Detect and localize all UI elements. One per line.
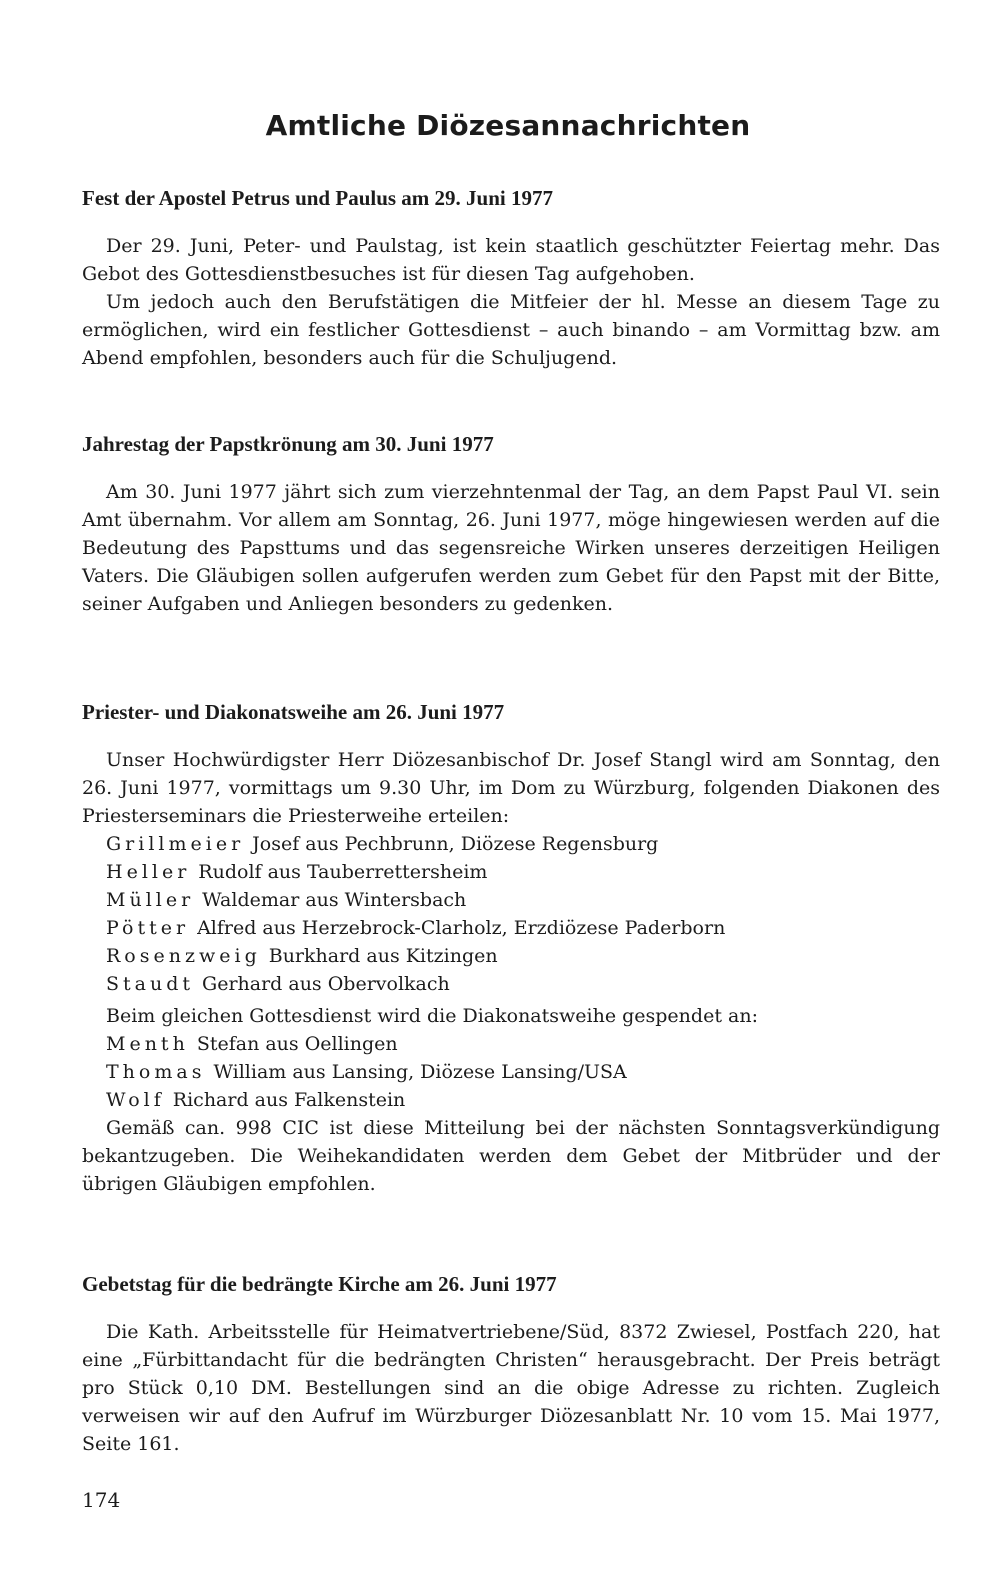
- name-detail: Richard aus Falkenstein: [172, 1089, 406, 1111]
- list-item: [82, 914, 940, 942]
- paragraph: Der 29. Juni, Peter- und Paulstag, ist kein staatlich geschützter Feiertag mehr. Das Gebot des Gottesdienstbesuches ist für diesen Tag aufgehoben.: [82, 235, 940, 285]
- list-item: [82, 886, 940, 914]
- name-detail: Josef aus Pechbrunn, Diözese Regensburg: [252, 833, 659, 855]
- paragraph-closing: Gemäß can. 998 CIC ist diese Mitteilung bei der nächsten Sonntagsverkündigung bekantzugeben. Die Weihekandidaten werden dem Gebet der Mitbrüder und der übrigen Gläubigen empfohlen.: [82, 1117, 940, 1195]
- section-gebetstag-bedraengte-kirche: [82, 1270, 940, 1458]
- section-heading: Gebetstag für die bedrängte Kirche am 26. Juni 1977: [82, 1272, 557, 1296]
- surname: Staudt: [106, 973, 195, 995]
- list-item: [82, 970, 940, 998]
- paragraph-deacon-intro: Beim gleichen Gottesdienst wird die Diakonatsweihe gespendet an:: [106, 1005, 758, 1027]
- list-item: [82, 942, 940, 970]
- surname: Grillmeier: [106, 833, 245, 855]
- surname: Thomas: [106, 1061, 206, 1083]
- name-detail: Alfred aus Herzebrock-Clarholz, Erzdiözese Paderborn: [197, 917, 726, 939]
- paragraph-intro: Unser Hochwürdigster Herr Diözesanbischof Dr. Josef Stangl wird am Sonntag, den 26. Juni 1977, vormittags um 9.30 Uhr, im Dom zu Würzburg, folgenden Diakonen des Priesterseminars die Priesterweihe erteilen:: [82, 749, 940, 827]
- surname: Müller: [106, 889, 195, 911]
- page-number: 174: [82, 1488, 121, 1512]
- list-item: [82, 1086, 940, 1114]
- section-fest-petrus-paulus: [82, 184, 940, 372]
- section-priester-diakonatsweihe: [82, 698, 940, 1198]
- surname: Rosenzweig: [106, 945, 261, 967]
- surname: Menth: [106, 1033, 189, 1055]
- surname: Wolf: [106, 1089, 165, 1111]
- paragraph: Am 30. Juni 1977 jährt sich zum vierzehntenmal der Tag, an dem Papst Paul VI. sein Amt übernahm. Vor allem am Sonntag, 26. Juni 1977, möge hingewiesen werden auf die Bedeutung des Papsttums und das segensreiche Wirken unseres derzeitigen Heiligen Vaters. Die Gläubigen sollen aufgerufen werden zum Gebet für den Papst mit der Bitte, seiner Aufgaben und Anliegen besonders zu gedenken.: [82, 481, 940, 615]
- list-item: [82, 1058, 940, 1086]
- section-heading: Jahrestag der Papstkrönung am 30. Juni 1977: [82, 432, 494, 456]
- name-detail: William aus Lansing, Diözese Lansing/USA: [213, 1061, 627, 1083]
- section-jahrestag-papstkroenung: [82, 430, 940, 618]
- name-detail: Waldemar aus Wintersbach: [202, 889, 467, 911]
- paragraph: Um jedoch auch den Berufstätigen die Mitfeier der hl. Messe an diesem Tage zu ermöglichen, wird ein festlicher Gottesdienst – auch binando – am Vormittag bzw. am Abend empfohlen, besonders auch für die Schuljugend.: [82, 291, 940, 369]
- name-detail: Stefan aus Oellingen: [196, 1033, 398, 1055]
- list-item: [82, 858, 940, 886]
- surname: Pötter: [106, 917, 190, 939]
- page-title: Amtliche Diözesannachrichten: [265, 108, 751, 142]
- priest-list: [82, 830, 940, 998]
- name-detail: Gerhard aus Obervolkach: [202, 973, 450, 995]
- surname: Heller: [106, 861, 191, 883]
- deacon-list: [82, 1030, 940, 1114]
- name-detail: Burkhard aus Kitzingen: [268, 945, 498, 967]
- section-heading: Priester- und Diakonatsweihe am 26. Juni 1977: [82, 700, 505, 724]
- list-item: [82, 830, 940, 858]
- paragraph: Die Kath. Arbeitsstelle für Heimatvertriebene/Süd, 8372 Zwiesel, Postfach 220, hat eine „Fürbittandacht für die bedrängten Christen“ herausgebracht. Der Preis beträgt pro Stück 0,10 DM. Bestellungen sind an die obige Adresse zu richten. Zugleich verweisen wir auf den Aufruf im Würzburger Diözesanblatt Nr. 10 vom 15. Mai 1977, Seite 161.: [82, 1321, 940, 1455]
- list-item: [82, 1030, 940, 1058]
- section-heading: Fest der Apostel Petrus und Paulus am 29. Juni 1977: [82, 186, 553, 210]
- name-detail: Rudolf aus Tauberrettersheim: [198, 861, 488, 883]
